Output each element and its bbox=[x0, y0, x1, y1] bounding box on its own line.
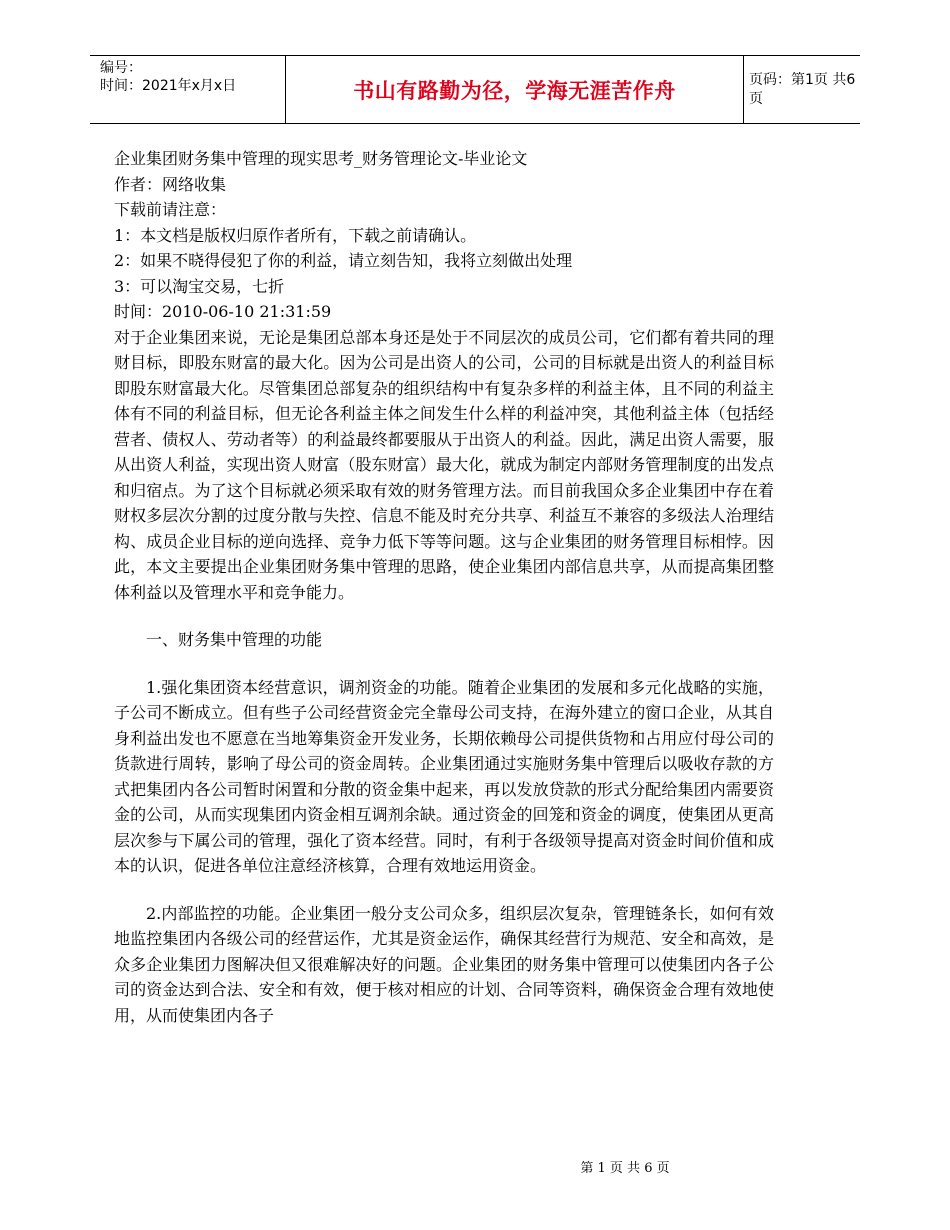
notice-item-3: 3：可以淘宝交易，七折 bbox=[114, 276, 285, 296]
time-label: 时间：2021年x月x日 bbox=[100, 78, 237, 94]
document-body bbox=[114, 146, 774, 1028]
page-footer bbox=[0, 1157, 950, 1176]
author-line: 作者：网络收集 bbox=[114, 174, 227, 194]
paragraph-1: 1.强化集团资本经营意识，调剂资金的功能。随着企业集团的发展和多元化战略的实施，子公司不断成立。但有些子公司经营资金完全靠母公司支持，在海外建立的窗口企业，从其自身利益出发也不愿意在当地筹集资金开发业务，长期依赖母公司提供货物和占用应付母公司的货款进行周转，影响了母公司的资金周转。企业集团通过实施财务集中管理后以吸收存款的方式把集团内各公司暂时闲置和分散的资金集中起来，再以发放贷款的形式分配给集团内需要资金的公司，从而实现集团内资金相互调剂余缺。通过资金的回笼和资金的调度，使集团从更高层次参与下属公司的管理，强化了资本经营。同时，有利于各级领导提高对资金时间价值和成本的认识，促进各单位注意经济核算，合理有效地运用资金。 bbox=[114, 677, 774, 875]
page-label: 页码：第1页 共6页 bbox=[749, 71, 856, 107]
intro-paragraph: 对于企业集团来说，无论是集团总部本身还是处于不同层次的成员公司，它们都有着共同的理财目标，即股东财富的最大化。因为公司是出资人的公司，公司的目标就是出资人的利益目标即股东财富最大化。尽管集团总部复杂的组织结构中有复杂多样的利益主体，且不同的利益主体有不同的利益目标，但无论各利益主体之间发生什么样的利益冲突，其他利益主体（包括经营者、债权人、劳动者等）的利益最终都要服从于出资人的利益。因此，满足出资人需要，服从出资人利益，实现出资人财富（股东财富）最大化，就成为制定内部财务管理制度的出发点和归宿点。为了这个目标就必须采取有效的财务管理方法。而目前我国众多企业集团中存在着财权多层次分割的过度分散与失控、信息不能及时充分共享、利益互不兼容的多级法人治理结构、成员企业目标的逆向选择、竞争力低下等等问题。这与企业集团的财务管理目标相悖。因此，本文主要提出企业集团财务集中管理的思路，使企业集团内部信息共享，从而提高集团整体利益以及管理水平和竞争能力。 bbox=[114, 327, 774, 602]
header-center-cell bbox=[285, 56, 744, 123]
header-table bbox=[90, 55, 860, 124]
header-right-cell bbox=[743, 56, 860, 123]
section-heading-1: 一、财务集中管理的功能 bbox=[146, 630, 323, 649]
document-title: 企业集团财务集中管理的现实思考_财务管理论文-毕业论文 bbox=[114, 149, 528, 168]
time-line: 时间：2010-06-10 21:31:59 bbox=[114, 302, 332, 321]
header-left-cell bbox=[90, 56, 285, 123]
notice-title: 下载前请注意： bbox=[114, 200, 227, 219]
notice-item-1: 1：本文档是版权归原作者所有，下载之前请确认。 bbox=[114, 225, 477, 245]
paragraph-2: 2.内部监控的功能。企业集团一般分支公司众多，组织层次复杂，管理链条长，如何有效地监控集团内各级公司的经营运作，尤其是资金运作，确保其经营行为规范、安全和高效，是众多企业集团力图解决但又很难解决好的问题。企业集团的财务集中管理可以使集团内各子公司的资金达到合法、安全和有效，便于核对相应的计划、合同等资料，确保资金合理有效地使用，从而使集团内各子 bbox=[114, 903, 774, 1025]
serial-label: 编号： bbox=[100, 60, 142, 76]
notice-item-2: 2：如果不晓得侵犯了你的利益，请立刻告知，我将立刻做出处理 bbox=[114, 251, 573, 270]
footer-page-number: 第 1 页 共 6 页 bbox=[580, 1161, 670, 1176]
motto-text: 书山有路勤为径，学海无涯苦作舟 bbox=[353, 78, 676, 103]
